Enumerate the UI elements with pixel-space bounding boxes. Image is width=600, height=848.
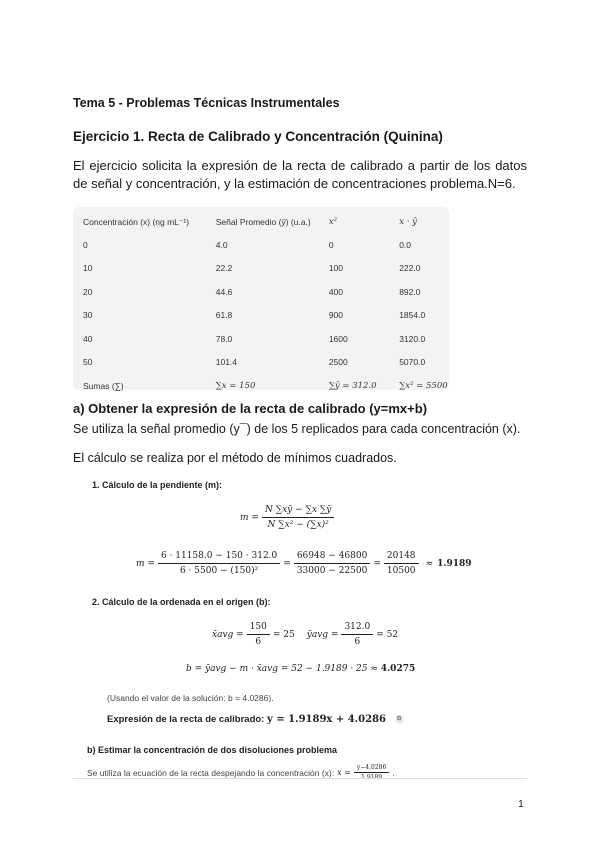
table-cell: 20 bbox=[83, 286, 93, 297]
table-header-cell: x · ȳ bbox=[399, 217, 417, 227]
table-row bbox=[83, 351, 449, 375]
table-cell: 5070.0 bbox=[399, 357, 426, 368]
table-cell: 100 bbox=[328, 263, 344, 274]
table-header-row bbox=[83, 211, 449, 233]
section-b-text: Se utiliza la ecuación de la recta despejando la concentración (x): bbox=[87, 767, 335, 778]
y-avg-num: 312.0 bbox=[341, 621, 373, 635]
slope-calc-fraction-3 bbox=[384, 550, 419, 577]
copy-icon[interactable]: ⧉ bbox=[395, 715, 404, 724]
topic-heading: Tema 5 - Problemas Técnicas Instrumentales bbox=[73, 96, 340, 110]
y-avg-lhs: ȳavg = bbox=[306, 629, 339, 640]
slope-calc-approx: ≈ bbox=[425, 558, 434, 569]
slope-calc-f1-num: 6 · 11158.0 − 150 · 312.0 bbox=[158, 550, 280, 564]
table-cell: 40 bbox=[83, 333, 93, 344]
slope-calc-eq-1: = bbox=[283, 558, 291, 569]
table-header-cell: Concentración (x) (ng mL⁻¹) bbox=[83, 216, 190, 227]
slope-calc-f2-num: 66948 − 46800 bbox=[294, 550, 371, 564]
x-avg-fraction bbox=[247, 621, 270, 648]
table-row bbox=[83, 280, 449, 304]
step-2-label: 2. Cálculo de la ordenada en el origen (b): bbox=[92, 597, 271, 607]
page-number: 1 bbox=[518, 798, 524, 810]
table-cell: 3120.0 bbox=[399, 333, 426, 344]
means-calculation bbox=[212, 621, 398, 648]
table-row bbox=[83, 257, 449, 281]
solution-note: (Usando el valor de la solución: b = 4.0286). bbox=[107, 693, 274, 703]
section-b-formula-den bbox=[358, 773, 385, 781]
section-b-formula-num: y−4.0286 bbox=[354, 764, 389, 773]
section-b-formula-tail: . bbox=[392, 767, 395, 778]
slope-result: 1.9189 bbox=[437, 558, 472, 569]
slope-formula bbox=[240, 504, 337, 531]
data-table-container bbox=[73, 207, 449, 390]
intercept-calculation bbox=[186, 664, 415, 674]
final-equation-value: y = 1.9189x + 4.0286 bbox=[266, 714, 386, 725]
table-cell: 0 bbox=[83, 239, 88, 250]
final-equation-label: Expresión de la recta de calibrado: bbox=[107, 714, 265, 725]
x-avg-num: 150 bbox=[247, 621, 270, 635]
table-header-cell: x² bbox=[328, 217, 338, 227]
slope-calc-f3-den: 10500 bbox=[386, 566, 416, 576]
sum-x2: ∑x² = 5500 bbox=[399, 380, 448, 391]
y-avg-fraction bbox=[341, 621, 373, 648]
step-1-label: 1. Cálculo de la pendiente (m): bbox=[92, 480, 223, 490]
table-cell: 30 bbox=[83, 310, 93, 321]
section-b-formula-lhs: x = bbox=[337, 768, 351, 777]
slope-calc-f3-num: 20148 bbox=[384, 550, 419, 564]
table-cell: 0 bbox=[328, 239, 334, 250]
intercept-calc-text: b = ȳavg − m · x̄avg = 52 − 1.9189 · 25 ≈ bbox=[186, 664, 378, 674]
final-equation-line bbox=[107, 714, 404, 725]
sum-x: ∑x = 150 bbox=[215, 380, 256, 391]
slope-calc-f1-den: 6 · 5500 − (150)² bbox=[179, 566, 259, 576]
intro-paragraph: El ejercicio solicita la expresión de la recta de calibrado a partir de los datos de señal y concentración, y la estimación de concentraciones problema.N=6. bbox=[73, 158, 527, 191]
table-sums-row bbox=[83, 374, 449, 398]
slope-calculation bbox=[136, 550, 472, 577]
x-avg-lhs: x̄avg = bbox=[212, 629, 244, 640]
slope-formula-num: N ∑xȳ − ∑x ∑ȳ bbox=[262, 504, 334, 518]
table-cell: 4.0 bbox=[215, 239, 228, 250]
y-avg-den: 6 bbox=[354, 637, 361, 647]
table-cell: 78.0 bbox=[215, 333, 233, 344]
table-cell: 101.4 bbox=[215, 357, 238, 368]
section-a-heading: a) Obtener la expresión de la recta de calibrado (y=mx+b) bbox=[73, 401, 428, 416]
table-cell: 222.0 bbox=[399, 263, 421, 274]
table-cell: 10 bbox=[83, 263, 93, 274]
slope-calc-lhs: m = bbox=[136, 558, 155, 569]
table-cell: 892.0 bbox=[399, 286, 421, 297]
slope-formula-den: N ∑x² − (∑x)² bbox=[267, 520, 329, 530]
data-table bbox=[83, 211, 449, 398]
table-cell: 22.2 bbox=[215, 263, 233, 274]
footer-divider bbox=[73, 778, 527, 779]
slope-calc-fraction-2 bbox=[294, 550, 371, 577]
table-header-cell: Señal Promedio (ȳ) (u.a.) bbox=[215, 217, 311, 227]
section-a-paragraph-1: Se utiliza la señal promedio (y¯) de los 5 replicados para cada concentración (x). bbox=[73, 422, 521, 436]
table-cell: 400 bbox=[328, 286, 344, 297]
table-cell: 900 bbox=[328, 310, 344, 321]
table-cell: 61.8 bbox=[215, 310, 233, 321]
table-cell: 1854.0 bbox=[399, 310, 426, 321]
slope-calc-eq-2: = bbox=[373, 558, 381, 569]
slope-calc-fraction-1 bbox=[158, 550, 280, 577]
table-cell: 50 bbox=[83, 357, 93, 368]
exercise-heading: Ejercicio 1. Recta de Calibrado y Concentración (Quinina) bbox=[73, 129, 443, 144]
table-row bbox=[83, 327, 449, 351]
table-cell: 1600 bbox=[328, 333, 348, 344]
table-cell: 0.0 bbox=[399, 239, 412, 250]
section-a-paragraph-2: El cálculo se realiza por el método de mínimos cuadrados. bbox=[73, 451, 397, 465]
sum-y: ∑ȳ = 312.0 bbox=[328, 380, 377, 391]
table-row bbox=[83, 304, 449, 328]
table-cell: 2500 bbox=[328, 357, 348, 368]
section-b-heading: b) Estimar la concentración de dos disoluciones problema bbox=[87, 745, 338, 755]
x-avg-value: = 25 bbox=[272, 629, 295, 640]
table-cell: 44.6 bbox=[215, 286, 233, 297]
y-avg-value: = 52 bbox=[376, 629, 399, 640]
slope-formula-lhs: m = bbox=[240, 512, 259, 523]
table-row bbox=[83, 233, 449, 257]
slope-calc-f2-den: 33000 − 22500 bbox=[296, 566, 368, 576]
intercept-result: 4.0275 bbox=[380, 664, 416, 674]
sums-label: Sumas (∑) bbox=[83, 380, 124, 391]
slope-formula-fraction bbox=[262, 504, 334, 531]
x-avg-den: 6 bbox=[255, 637, 262, 647]
